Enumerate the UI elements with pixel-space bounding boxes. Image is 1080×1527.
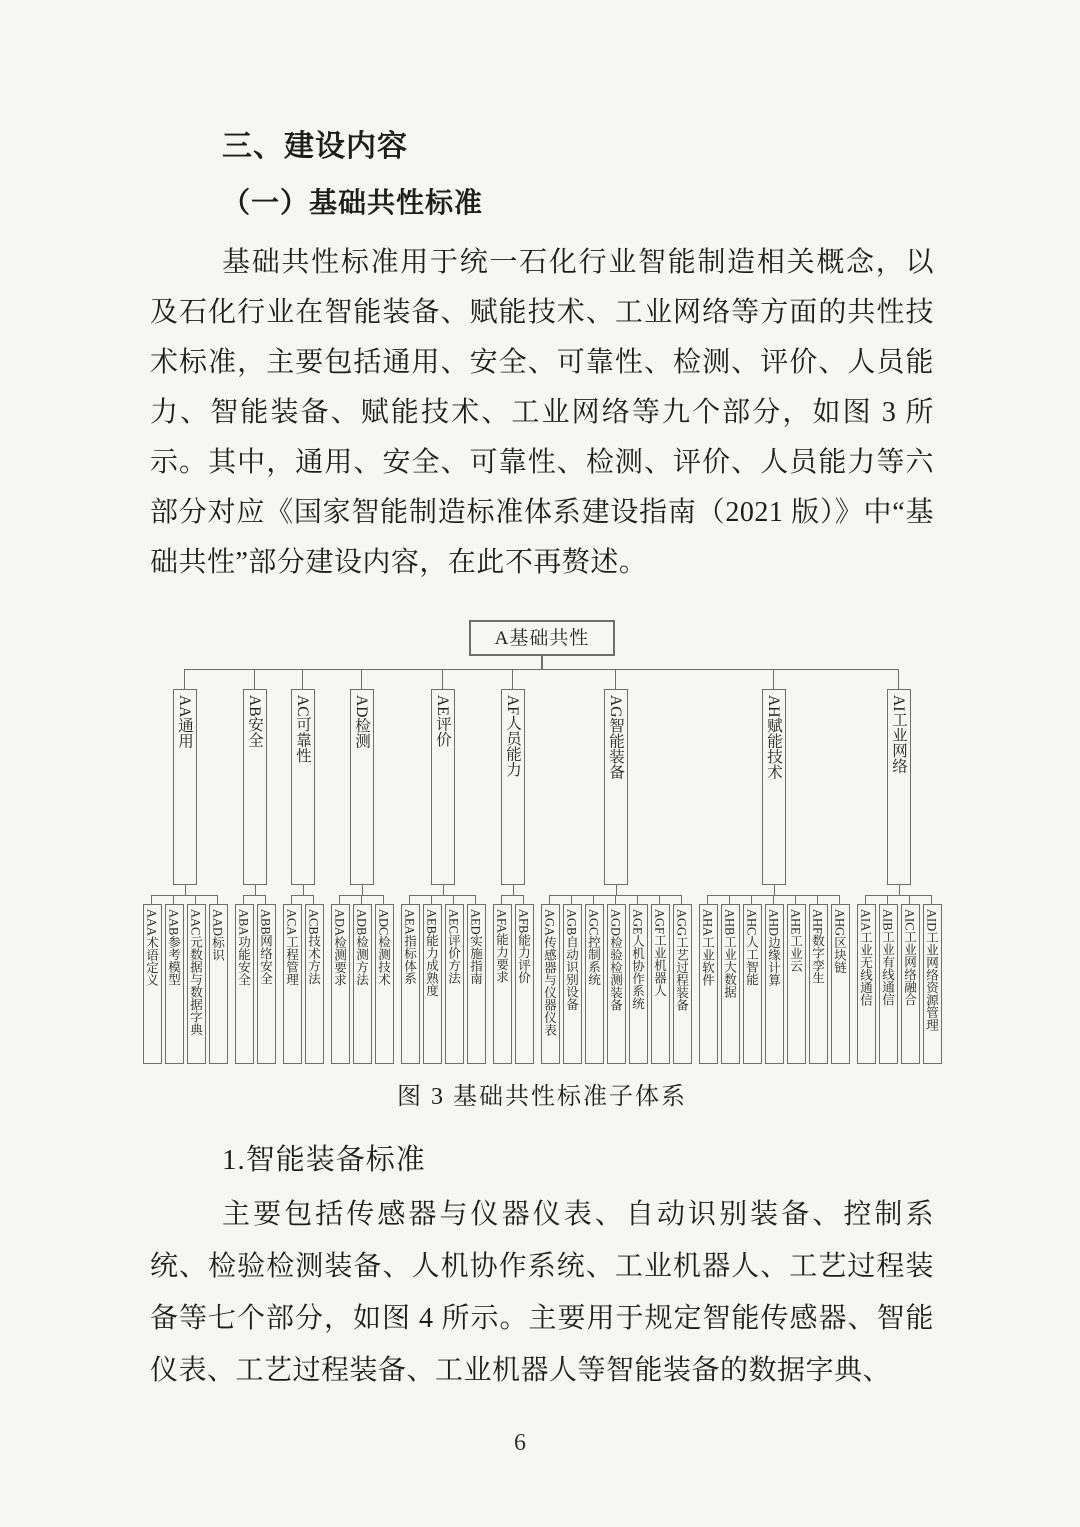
chart-leaf [583, 895, 605, 1064]
chart-leaf [233, 895, 255, 1064]
chart-group-stem [255, 885, 256, 895]
chart-leaf [899, 895, 921, 1064]
chart-group [397, 669, 489, 1064]
chart-leaf-node: AGC控制系统 [585, 904, 604, 1064]
chart-leaf-node: AIC工业网络融合 [901, 904, 920, 1064]
section-heading: 三、建设内容 [222, 130, 408, 163]
chart-group [327, 669, 397, 1064]
chart-leaf-node: AFB能力评价 [515, 904, 534, 1064]
chart-leaf [697, 895, 719, 1064]
chart-leaf [877, 895, 899, 1064]
chart-groups-row [139, 669, 945, 1064]
chart-leaf [649, 895, 671, 1064]
chart-leaf [421, 895, 443, 1064]
chart-leaf [329, 895, 351, 1064]
figure-3 [144, 620, 939, 1111]
chart-group-node: AE评价 [431, 689, 455, 885]
item-heading: 1.智能装备标准 [222, 1143, 426, 1176]
chart-leaf-node: AGG工艺过程装备 [673, 904, 692, 1064]
chart-leaf [185, 895, 207, 1064]
chart-leaf-node: AAA术语定义 [143, 904, 162, 1064]
chart-leaf-node: AHD边缘计算 [765, 904, 784, 1064]
chart-group-node: AC可靠性 [291, 689, 315, 885]
chart-leaf-node: AGB自动识别设备 [563, 904, 582, 1064]
chart-leaves-row [539, 895, 693, 1064]
chart-leaf [443, 895, 465, 1064]
chart-leaf-node: AAD标识 [209, 904, 228, 1064]
chart-group-node: AA通用 [173, 689, 197, 885]
chart-group [537, 669, 695, 1064]
chart-leaf [141, 895, 163, 1064]
chart-group [231, 669, 279, 1064]
chart-leaf [465, 895, 487, 1064]
chart-leaf-node: ABB网络安全 [257, 904, 276, 1064]
chart-group [139, 669, 231, 1064]
chart-leaf [785, 895, 807, 1064]
chart-leaves-row [329, 895, 395, 1064]
chart-leaf-node: AGF工业机器人 [651, 904, 670, 1064]
chart-group-stem [185, 885, 186, 895]
chart-leaf-node: AHG区块链 [831, 904, 850, 1064]
chart-group-stem [616, 885, 617, 895]
chart-leaf [671, 895, 693, 1064]
chart-leaf [351, 895, 373, 1064]
chart-leaf [207, 895, 229, 1064]
chart-group-stem [362, 885, 363, 895]
chart-leaf-node: ADC检测技术 [375, 904, 394, 1064]
chart-leaf [163, 895, 185, 1064]
chart-leaf [855, 895, 877, 1064]
subsection-heading: （一）基础共性标准 [222, 188, 484, 219]
chart-group-node: AD检测 [350, 689, 374, 885]
chart-leaf-node: AHB工业大数据 [721, 904, 740, 1064]
chart-leaves-row [855, 895, 943, 1064]
chart-group-node: AI工业网络 [887, 689, 911, 885]
chart-group-stem [303, 885, 304, 895]
figure-caption: 图 3 基础共性标准子体系 [397, 1083, 687, 1110]
chart-leaf-node: ABA功能安全 [235, 904, 254, 1064]
chart-leaf-node: AEA指标体系 [401, 904, 420, 1064]
chart-group [853, 669, 945, 1064]
chart-leaf-node: AHA工业软件 [699, 904, 718, 1064]
chart-group-node: AB安全 [243, 689, 267, 885]
chart-group-node: AF人员能力 [501, 689, 525, 885]
chart-leaf [255, 895, 277, 1064]
chart-leaf-node: AID工业网络资源管理 [923, 904, 942, 1064]
chart-leaves-row [281, 895, 325, 1064]
page-number: 6 [514, 1430, 526, 1456]
chart-leaf [399, 895, 421, 1064]
chart-leaf [491, 895, 513, 1064]
chart-group-node: AH赋能技术 [762, 689, 786, 885]
chart-leaf [539, 895, 561, 1064]
chart-leaf-node: ACB技术方法 [305, 904, 324, 1064]
chart-leaf-node: ACA工程管理 [283, 904, 302, 1064]
chart-leaf-node: AHC人工智能 [743, 904, 762, 1064]
chart-leaves-row [491, 895, 535, 1064]
chart-leaf-node: ADA检测要求 [331, 904, 350, 1064]
chart-leaf-node: ADB检测方法 [353, 904, 372, 1064]
chart-group-stem [443, 885, 444, 895]
chart-leaf [513, 895, 535, 1064]
chart-leaves-row [141, 895, 229, 1064]
chart-leaf-node: AHF数字孪生 [809, 904, 828, 1064]
chart-leaf [829, 895, 851, 1064]
standards-org-chart [144, 620, 939, 1064]
chart-leaf [561, 895, 583, 1064]
chart-group [489, 669, 537, 1064]
chart-leaf [763, 895, 785, 1064]
chart-leaf-node: AGD检验检测装备 [607, 904, 626, 1064]
chart-leaf [627, 895, 649, 1064]
chart-leaf [719, 895, 741, 1064]
chart-group-stem [774, 885, 775, 895]
chart-leaf-node: AIB工业有线通信 [879, 904, 898, 1064]
chart-leaf-node: AED实施指南 [467, 904, 486, 1064]
chart-group [279, 669, 327, 1064]
chart-leaf-node: AFA能力要求 [493, 904, 512, 1064]
chart-leaf-node: AAC元数据与数据字典 [187, 904, 206, 1064]
chart-leaf [741, 895, 763, 1064]
intro-paragraph: 基础共性标准用于统一石化行业智能制造相关概念，以及石化行业在智能装备、赋能技术、工业网络等方面的共性技术标准，主要包括通用、安全、可靠性、检测、评价、人员能力、智能装备、赋能技术、工业网络等九个部分，如图 3 所示。其中，通用、安全、可靠性、检测、评价、人员能力等六部分对应《国家智能制造标准体系建设指南（2021 版）》中“基础共性”部分建设内容，在此不再赘述。 [150, 246, 934, 578]
equipment-paragraph: 主要包括传感器与仪器仪表、自动识别装备、控制系统、检验检测装备、人机协作系统、工业机器人、工艺过程装备等七个部分，如图 4 所示。主要用于规定智能传感器、智能仪表、工艺过程装备、工业机器人等智能装备的数据字典、 [150, 1198, 934, 1386]
chart-leaf [373, 895, 395, 1064]
chart-group [695, 669, 853, 1064]
chart-leaves-row [697, 895, 851, 1064]
chart-group-stem [899, 885, 900, 895]
chart-group-stem [513, 885, 514, 895]
chart-group-node: AG智能装备 [604, 689, 628, 885]
chart-leaf-node: AGA传感器与仪器仪表 [541, 904, 560, 1064]
chart-root-node: A基础共性 [469, 620, 616, 656]
chart-leaf-node: AGE人机协作系统 [629, 904, 648, 1064]
chart-leaves-row [233, 895, 277, 1064]
chart-leaf-node: AAB参考模型 [165, 904, 184, 1064]
chart-leaf [605, 895, 627, 1064]
chart-leaf-node: AIA工业无线通信 [857, 904, 876, 1064]
chart-leaf [807, 895, 829, 1064]
chart-leaves-row [399, 895, 487, 1064]
chart-leaf-node: AHE工业云 [787, 904, 806, 1064]
chart-leaf [281, 895, 303, 1064]
chart-root-stem [541, 656, 543, 669]
chart-leaf [303, 895, 325, 1064]
chart-leaf [921, 895, 943, 1064]
chart-leaf-node: AEC评价方法 [445, 904, 464, 1064]
chart-leaf-node: AEB能力成熟度 [423, 904, 442, 1064]
